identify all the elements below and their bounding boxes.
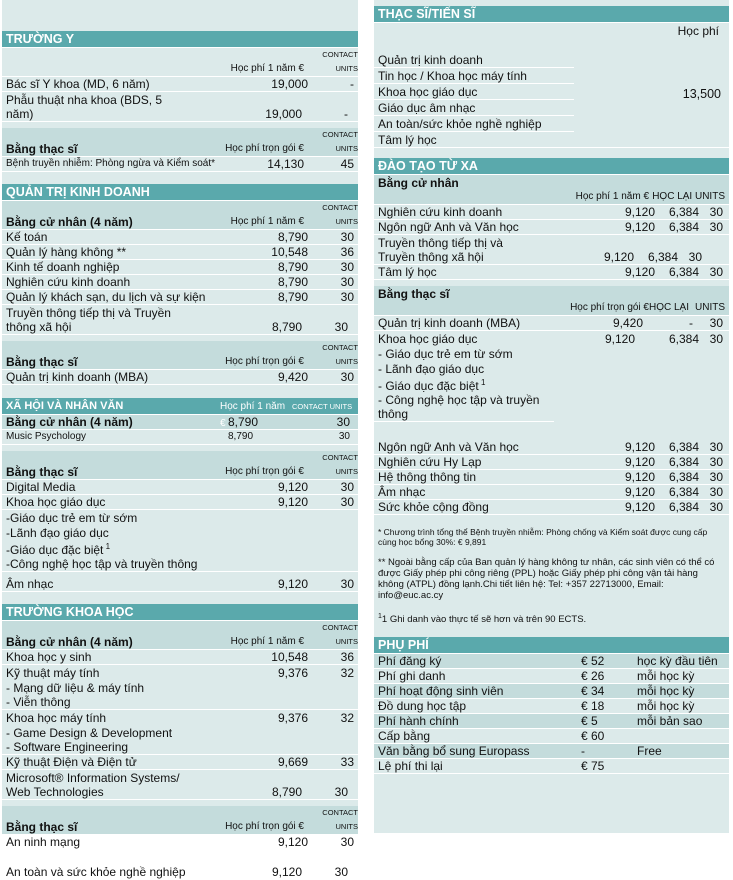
master-header-row [2, 806, 358, 835]
fee: 9,120 [277, 577, 308, 591]
units: 30 [334, 785, 348, 799]
units: 30 [336, 415, 350, 429]
master-label-row [374, 286, 729, 301]
program-name: Quản trị kinh doanh [378, 53, 483, 67]
fee-row [374, 714, 729, 729]
fee-col-header: Học phí 1 năm € [230, 636, 304, 647]
fee: 9,120 [624, 455, 655, 469]
section-header-dao-tao-tu-xa: ĐÀO TẠO TỪ XA [374, 158, 729, 175]
units: 30 [709, 265, 723, 279]
units: 30 [709, 332, 723, 346]
table-row [2, 245, 358, 260]
table-row [374, 235, 729, 265]
fee-col-header: Học phí 1 năm € [230, 63, 304, 74]
bachelor-label: Bằng cử nhân (4 năm) [6, 415, 133, 429]
table-row [2, 480, 358, 495]
program-name: Khoa học giáo dục [6, 495, 106, 509]
fee-name: Đồ dung học tập [378, 699, 467, 714]
fee-amount: € 75 [581, 759, 605, 774]
table-row [2, 305, 358, 335]
fee-col-header: Học phí 1 năm € [220, 401, 286, 429]
list-item [2, 740, 358, 755]
master-label: Bằng thạc sĩ [6, 142, 78, 156]
fee-unit: mỗi học kỳ [637, 669, 695, 684]
fee: 9,120 [624, 205, 655, 219]
fee-col-header: Học phí 1 năm € [230, 216, 304, 227]
master-header-row [2, 128, 358, 157]
redo-fee: 6,384 [668, 455, 699, 469]
list-item [2, 680, 358, 695]
fee: 9,120 [277, 480, 308, 494]
bachelor-header-row [2, 621, 358, 650]
program-name: Tâm lý học [378, 133, 437, 147]
fee-amount: € 18 [581, 699, 605, 714]
right-column [374, 0, 729, 833]
program-name: Khoa học y sinh [6, 650, 92, 664]
fee: 8,790 [277, 275, 308, 289]
program-name: Phẫu thuật nha khoa (BDS, 5 năm) [6, 93, 163, 121]
bachelor-row [2, 415, 358, 430]
table-row [2, 77, 358, 92]
program-name: Quản trị kinh doanh (MBA) [6, 370, 149, 384]
sub-item: -Lãnh đạo giáo dục [6, 526, 109, 540]
fee-col-header: Học phí trọn gói € [225, 143, 304, 154]
fee-col-header: Học phí trọn gói € [225, 821, 304, 832]
bachelor-label-row [374, 175, 729, 190]
units-col-header: CONTACT UNITS [322, 130, 358, 153]
list-item [2, 725, 358, 740]
program-name: Khoa học giáo dục [378, 85, 478, 99]
ts-fee: 13,500 [682, 87, 721, 101]
program-name: An toàn/sức khỏe nghề nghiệp [378, 117, 542, 131]
program-name: Tin học / Khoa học máy tính [378, 69, 527, 83]
fee-row [374, 759, 729, 774]
fee-unit: mỗi bản sao [637, 714, 703, 729]
fee-name: Phí ghi danh [378, 669, 446, 684]
master-label: Bằng thạc sĩ [6, 355, 78, 369]
sub-item: - Mạng dữ liệu & máy tính [6, 681, 145, 695]
fee: 9,120 [624, 220, 655, 234]
units-col-header: CONTACT UNITS [322, 343, 358, 366]
table-row [374, 205, 729, 220]
table-row [2, 572, 358, 592]
program-name: Tâm lý học [378, 265, 437, 279]
list-item [2, 525, 358, 540]
fee-col-header: Học phí trọn gói € [570, 302, 649, 313]
table-row [2, 260, 358, 275]
program-name: Khoa học giáo dục [378, 332, 478, 346]
table-row [374, 485, 729, 500]
table-row [374, 316, 729, 331]
redo-col-header: HỌC LẠI [649, 302, 690, 313]
fee-row [374, 744, 729, 759]
list-item [374, 116, 574, 132]
units: 30 [709, 205, 723, 219]
table-row [2, 850, 358, 880]
redo-fee: 6,384 [668, 332, 699, 346]
program-name: Khoa học máy tính [6, 711, 107, 725]
sub-item: - Viễn thông [6, 695, 71, 709]
column-header-row [374, 23, 729, 38]
master-header-row [2, 341, 358, 370]
fee: 9,120 [277, 495, 308, 509]
units-col-header: CONTACT UNITS [322, 453, 358, 476]
units-col-header: HỌC LẠI UNITS [652, 191, 725, 202]
units: - [344, 107, 348, 121]
fee-name: Phí hành chính [378, 714, 459, 729]
fee: 9,120 [605, 332, 636, 346]
fee: 8,790 [277, 260, 308, 274]
table-row [2, 650, 358, 665]
list-item [2, 695, 358, 710]
units-col-header: UNITS [695, 302, 725, 313]
table-row [374, 470, 729, 485]
redo-fee: 6,384 [668, 265, 699, 279]
fee-row [374, 669, 729, 684]
program-name: Nghiên cứu Hy Lạp [378, 455, 482, 469]
table-row [2, 495, 358, 510]
units: 30 [334, 320, 348, 334]
sub-item: -Giáo dục trẻ em từ sớm [6, 511, 138, 525]
units: 36 [340, 245, 354, 259]
fee: 8,790 [271, 320, 302, 334]
fee: 8,790 [228, 431, 254, 442]
list-item [2, 510, 358, 525]
units: 30 [340, 260, 354, 274]
fee: 9,120 [624, 265, 655, 279]
list-item [374, 393, 554, 422]
bachelor-header-row [2, 201, 358, 230]
fee-unit: mỗi học kỳ [637, 699, 695, 714]
fee-row [374, 684, 729, 699]
table-row [374, 455, 729, 470]
table-row [2, 230, 358, 245]
fee-amount: € 34 [581, 684, 605, 699]
fee: 19,000 [265, 107, 302, 121]
table-row [2, 92, 358, 122]
program-name: Microsoft® Information Systems/ Web Technologies [6, 771, 180, 799]
fee: 9,120 [271, 865, 302, 879]
footnote-3 [374, 609, 729, 627]
list-item [374, 346, 574, 361]
units: 30 [338, 431, 350, 442]
units: 30 [709, 485, 723, 499]
fee: 10,548 [271, 245, 308, 259]
footnote-mark: 1 [378, 613, 382, 620]
sub-item: - Game Design & Development [6, 726, 173, 740]
program-name: Truyền thông tiếp thị và Truyền thông xã hội [6, 306, 171, 334]
footnote-text: 1 Ghi danh vào thực tế sẽ hơn và trên 90 ECTS. [381, 614, 587, 626]
fee: 9,669 [277, 755, 308, 769]
units: 30 [340, 230, 354, 244]
list-item [374, 100, 574, 116]
program-name: Quản trị kinh doanh (MBA) [378, 316, 521, 330]
bachelor-label: Bằng cử nhân [378, 176, 459, 190]
units-col-header: CONTACT UNITS [322, 623, 358, 646]
fee-unit: học kỳ đầu tiên [637, 654, 718, 669]
table-row [374, 440, 729, 455]
table-row [374, 220, 729, 235]
sub-item: - Software Engineering [6, 740, 129, 754]
program-name: Ngôn ngữ Anh và Văn học [378, 440, 519, 454]
fee: 9,420 [613, 316, 644, 330]
fee-col-header: Học phí 1 năm € [575, 191, 649, 202]
units: 36 [340, 650, 354, 664]
program-name: Âm nhạc [378, 485, 426, 499]
fee-name: Lệ phí thi lại [378, 759, 443, 774]
redo-fee: 6,384 [668, 500, 699, 514]
units: 30 [709, 220, 723, 234]
column-header-row [2, 48, 358, 77]
fee: 9,120 [624, 485, 655, 499]
redo-fee: 6,384 [668, 220, 699, 234]
units: 45 [340, 157, 354, 171]
redo-fee: 6,384 [668, 485, 699, 499]
redo-fee: 6,384 [647, 250, 678, 264]
fee: 9,120 [624, 440, 655, 454]
fee: 9,120 [624, 470, 655, 484]
table-row [374, 331, 729, 346]
list-item [2, 557, 358, 572]
table-row [2, 430, 358, 445]
sub-item [374, 376, 574, 393]
fee-unit: mỗi học kỳ [637, 684, 695, 699]
units: - [350, 77, 354, 91]
list-item [2, 540, 358, 557]
units: 30 [709, 455, 723, 469]
units: 30 [709, 440, 723, 454]
redo-fee: 6,384 [668, 440, 699, 454]
section-header-khoa-hoc: TRƯỜNG KHOA HỌC [2, 604, 358, 621]
units: 30 [340, 370, 354, 384]
program-name: Music Psychology [6, 431, 87, 442]
units: 30 [340, 577, 354, 591]
units: 30 [334, 865, 348, 879]
program-name: Ngôn ngữ Anh và Văn học [378, 220, 519, 234]
fee: 9,420 [277, 370, 308, 384]
table-row [2, 835, 358, 850]
program-name: Giáo dục âm nhạc [378, 101, 476, 115]
fee-col-header: Học phí trọn gói € [225, 356, 304, 367]
program-name: Sức khỏe cộng đồng [378, 500, 489, 514]
units: 32 [340, 666, 354, 680]
program-name: Kế toán [6, 230, 48, 244]
fee: 8,790 [271, 785, 302, 799]
fee: 14,130 [267, 157, 304, 171]
table-row [2, 755, 358, 770]
fee: 9,120 [277, 835, 308, 849]
section-header-thac-si-tien-si: THẠC SĨ/TIẾN SĨ [374, 6, 729, 23]
master-header-row [2, 451, 358, 480]
table-row [2, 290, 358, 305]
fee-name: Phí hoạt động sinh viên [378, 684, 504, 699]
bachelor-label: Bằng cử nhân (4 năm) [6, 215, 133, 229]
bachelor-label: Bằng cử nhân (4 năm) [6, 635, 133, 649]
fee-amount: € 60 [581, 729, 605, 744]
units-col-header: CONTACT UNITS [322, 50, 358, 73]
fee-amount: € 5 [581, 714, 598, 729]
program-name: Kỹ thuật Điện và Điện tử [6, 755, 137, 769]
column-header-row [374, 190, 729, 205]
program-name: An ninh mạng [6, 835, 81, 849]
units-col-header: CONTACT UNITS [322, 808, 358, 831]
list-item [374, 52, 574, 68]
list-item [374, 68, 574, 84]
fee-name: Phí đăng ký [378, 654, 442, 669]
fee: 8,790 [228, 415, 259, 429]
units: 32 [340, 711, 354, 725]
program-name: Bác sĩ Y khoa (MD, 6 năm) [6, 77, 150, 91]
section-header-phu-phi: PHỤ PHÍ [374, 637, 729, 654]
redo-fee: 6,384 [668, 205, 699, 219]
footnote-mark: 1 [480, 378, 486, 387]
program-name: Quản lý khách sạn, du lịch và sự kiện [6, 290, 206, 304]
table-row [2, 665, 358, 680]
fee-unit: Free [637, 744, 662, 759]
fee: 9,376 [277, 711, 308, 725]
fee: 9,120 [603, 250, 634, 264]
program-name: Kinh tế doanh nghiệp [6, 260, 120, 274]
table-row [2, 770, 358, 800]
sub-item: -Công nghệ học tập và truyền thông [6, 557, 198, 571]
program-name: Quản lý hàng không ** [6, 245, 127, 259]
fee-amount: - [581, 744, 585, 759]
fee-amount: € 26 [581, 669, 605, 684]
units: 30 [709, 316, 723, 330]
list-item [374, 132, 729, 148]
program-name: Bệnh truyền nhiễm: Phòng ngừa và Kiểm soát* [6, 158, 216, 169]
fee-row [374, 729, 729, 744]
master-label: Bằng thạc sĩ [6, 465, 78, 479]
table-row [2, 370, 358, 385]
program-name: Digital Media [6, 480, 76, 494]
master-label: Bằng thạc sĩ [378, 287, 450, 301]
fee-row [374, 654, 729, 669]
table-row [2, 275, 358, 290]
units-col-header: CONTACT UNITS [322, 203, 358, 226]
list-item [374, 361, 574, 376]
program-name: Kỹ thuật máy tính [6, 666, 100, 680]
list-item [374, 84, 574, 100]
sub-item: -Giáo dục đặc biệt $^1$ [6, 542, 111, 557]
sub-item: - Công nghệ học tập và truyền thông [378, 393, 540, 421]
fee: 10,548 [271, 650, 308, 664]
ts-program-block [374, 52, 729, 148]
fee-row [374, 699, 729, 714]
program-name: Nghiên cứu kinh doanh [6, 275, 131, 289]
units: 30 [340, 495, 354, 509]
fee-name: Văn bằng bổ sung Europass [378, 744, 530, 759]
sub-item: - Lãnh đạo giáo dục [378, 362, 485, 376]
table-row [2, 710, 358, 725]
units-col-header: CONTACT UNITS [292, 402, 353, 411]
column-header-row [374, 301, 729, 316]
units: 33 [340, 755, 354, 769]
table-row [2, 157, 358, 172]
sub-item-text: -Giáo dục đặc biệt [6, 543, 104, 557]
table-row [374, 265, 729, 280]
units: 30 [340, 480, 354, 494]
program-name: Hệ thông thông tin [378, 470, 477, 484]
fee: 19,000 [271, 77, 308, 91]
program-name: Truyền thông tiếp thị và Truyền thông xã hội [378, 236, 503, 264]
fee-col-header: Học phí [677, 24, 719, 38]
top-spacer [2, 0, 358, 31]
program-name: An toàn và sức khỏe nghề nghiệp [6, 865, 186, 879]
program-name: Nghiên cứu kinh doanh [378, 205, 503, 219]
units: 30 [340, 290, 354, 304]
fee: 8,790 [277, 230, 308, 244]
footnote-1: * Chương trình tổng thể Bệnh truyền nhiễm: Phòng chống và Kiểm soát được cung cấp cùng học bổng 30%: € 9,891 [378, 527, 708, 547]
section-header-qtkd: QUẢN TRỊ KINH DOANH [2, 184, 358, 201]
units: 30 [709, 470, 723, 484]
units: 30 [340, 835, 354, 849]
fee: 9,120 [624, 500, 655, 514]
fee: 9,376 [277, 666, 308, 680]
list-item [374, 376, 574, 393]
redo-fee: 6,384 [668, 470, 699, 484]
fee-name: Cấp bằng [378, 729, 431, 744]
section-header-truong-y: TRƯỜNG Y [2, 31, 358, 48]
redo-fee: - [689, 316, 693, 330]
fee-amount: € 52 [581, 654, 605, 669]
master-label: Bằng thạc sĩ [6, 820, 78, 834]
sub-item: - Giáo dục trẻ em từ sớm [378, 347, 513, 361]
sub-item-text: - Giáo dục đặc biệt [378, 379, 479, 393]
units: 30 [709, 500, 723, 514]
units: 30 [340, 275, 354, 289]
footnote-2: ** Ngoài bằng cấp của Ban quản lý hàng không tư nhân, các sinh viên có thể có được Giấy phép phi công riêng (PPL) hoặc Giấy phép phi công vận tải hàng không (ATPL) đồng lạnh.Chi tiết liên hệ: Tel: +357 22713000, Email: info@euc.ac.cy [378, 557, 715, 601]
units: 30 [688, 250, 702, 264]
program-name: Âm nhạc [6, 577, 54, 591]
section-title: XÃ HỘI VÀ NHÂN VĂN [6, 400, 124, 412]
fee-col-header: Học phí trọn gói € [225, 466, 304, 477]
fee: 8,790 [277, 290, 308, 304]
left-column [2, 0, 358, 879]
table-row [374, 500, 729, 515]
